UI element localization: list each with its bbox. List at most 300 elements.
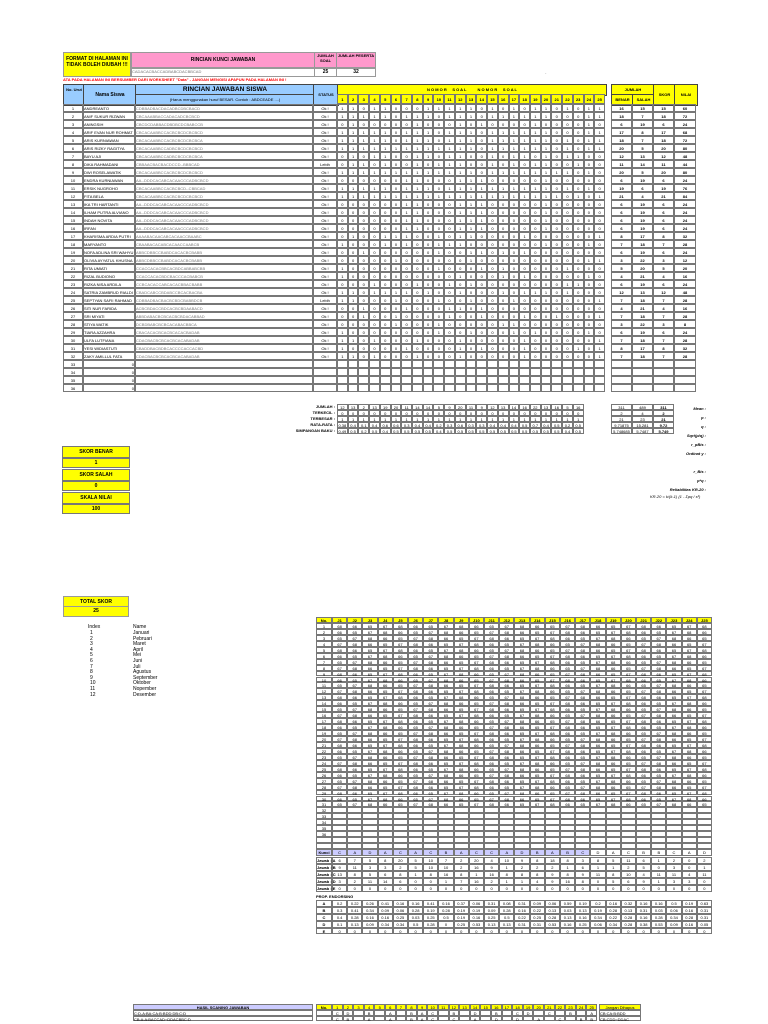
answer-score-cell: 0 — [498, 304, 509, 312]
grid-cell: 67 — [682, 766, 697, 772]
grid-header-cell: J25 — [697, 617, 712, 623]
answer-score-cell: 0 — [562, 224, 573, 232]
answer-score-cell: 1 — [358, 136, 369, 144]
grid-cell: 67 — [347, 801, 362, 807]
main-table-head — [63, 84, 696, 104]
answer-score-cell: 0 — [541, 328, 552, 336]
answer-score-cell: 0 — [358, 152, 369, 160]
scan-cell: B — [586, 1016, 597, 1022]
stat-benar-total: 9.71875 — [611, 422, 632, 428]
prop-row-label: E — [316, 928, 332, 935]
scan-cell: B — [343, 1016, 354, 1022]
grid-cell: 67 — [423, 724, 438, 730]
student-answers: CDBBADBACBACBCBDCBABBDCB — [135, 296, 313, 304]
grid-cell: 67 — [575, 760, 590, 766]
jumlah-cell: 18 — [545, 857, 560, 864]
grid-cell: 68 — [499, 629, 514, 635]
answer-score-cell: 1 — [476, 216, 487, 224]
stat-label: RATA-RATA : — [310, 422, 335, 427]
skor-value: 11 — [653, 160, 674, 168]
grid-cell: 68 — [590, 736, 605, 742]
answer-score-cell: 0 — [584, 344, 595, 352]
scan-number: 14 — [470, 1004, 481, 1010]
stat-cell: 0 — [573, 410, 584, 416]
answer-score-cell: 0 — [391, 128, 402, 136]
answer-score-cell: 1 — [337, 184, 348, 192]
benar-count: 7 — [611, 336, 632, 344]
student-status: Ok ! — [313, 336, 337, 344]
answer-score-cell: 1 — [337, 344, 348, 352]
grid-cell: 66 — [408, 694, 423, 700]
answer-score-cell — [573, 376, 584, 384]
grid-cell: 67 — [484, 677, 499, 683]
benar-count: 12 — [611, 152, 632, 160]
stat-cell: 22 — [530, 404, 541, 410]
salah-count — [632, 360, 653, 368]
answer-score-cell: 0 — [391, 160, 402, 168]
answer-score-cell: 0 — [380, 248, 391, 256]
answer-score-cell: 0 — [551, 288, 562, 296]
grid-cell: 66 — [393, 748, 408, 754]
jumlah-cell: 8 — [423, 871, 438, 878]
grid-cell: 65 — [454, 706, 469, 712]
grid-cell: 67 — [666, 653, 681, 659]
stat-cell: 0.4 — [380, 428, 391, 434]
answer-score-cell: 1 — [509, 112, 520, 120]
grid-cell: 65 — [530, 748, 545, 754]
answer-score-cell: 0 — [466, 240, 477, 248]
answer-score-cell — [509, 360, 520, 368]
grid-cell: 66 — [469, 647, 484, 653]
grid-cell: 67 — [438, 647, 453, 653]
grid-cell: 66 — [514, 629, 529, 635]
prop-cell: 0 — [438, 928, 453, 935]
answer-score-cell: 0 — [509, 312, 520, 320]
answer-score-cell: 1 — [498, 128, 509, 136]
stat-cell: 0.5 — [476, 428, 487, 434]
grid-cell: 68 — [697, 790, 712, 796]
jumlah-cell: 5 — [408, 857, 423, 864]
answer-score-cell: 0 — [444, 256, 455, 264]
answer-score-cell: 0 — [423, 280, 434, 288]
prop-cell: 0 — [438, 921, 453, 928]
answer-score-cell: 0 — [487, 288, 498, 296]
answer-score-cell: 1 — [369, 280, 380, 288]
grid-cell: 67 — [332, 760, 347, 766]
row-number: 29 — [63, 328, 83, 336]
grid-cell: 67 — [575, 665, 590, 671]
answer-score-cell: 1 — [444, 240, 455, 248]
answer-score-cell: 0 — [423, 312, 434, 320]
salah-count: 7 — [632, 112, 653, 120]
grid-cell: 67 — [651, 706, 666, 712]
answer-score-cell — [476, 384, 487, 392]
grid-cell: 68 — [621, 629, 636, 635]
grid-cell: 65 — [423, 766, 438, 772]
jumlah-cell: 2 — [621, 864, 636, 871]
answer-score-cell: 1 — [337, 336, 348, 344]
stat-cell: 0.5 — [573, 428, 584, 434]
jumlah-cell: 3 — [575, 857, 590, 864]
scan-cell — [459, 1016, 470, 1022]
answer-score-cell: 0 — [584, 216, 595, 224]
grid-cell: 68 — [666, 778, 681, 784]
grid-cell: 66 — [378, 635, 393, 641]
stat-cell: 1 — [412, 416, 423, 422]
prop-cell: 0.26 — [362, 900, 377, 907]
grid-cell: 68 — [545, 730, 560, 736]
grid-cell: 67 — [560, 671, 575, 677]
jumlah-cell: 9 — [575, 871, 590, 878]
answer-score-cell: 0 — [584, 176, 595, 184]
answer-score-cell: 1 — [562, 136, 573, 144]
student-status: Ok ! — [313, 176, 337, 184]
prop-cell: 0.31 — [514, 900, 529, 907]
answer-score-cell: 1 — [519, 352, 530, 360]
answer-score-cell: 1 — [348, 136, 359, 144]
answer-score-cell: 0 — [444, 200, 455, 208]
answer-score-cell — [594, 360, 605, 368]
answer-score-cell: 0 — [412, 104, 423, 112]
answer-score-cell: 1 — [444, 192, 455, 200]
answer-score-cell: 1 — [562, 184, 573, 192]
grid-cell: 67 — [423, 772, 438, 778]
answer-score-cell: 0 — [562, 352, 573, 360]
student-name: KHARISMA ARDIA PUTRI — [83, 232, 135, 240]
stat-cell: 0.5 — [551, 422, 562, 428]
grid-cell: 68 — [438, 677, 453, 683]
stat-cell: 0.3 — [444, 422, 455, 428]
jumlah-cell: 11 — [621, 857, 636, 864]
prop-cell: 0 — [651, 928, 666, 935]
grid-cell: 65 — [393, 778, 408, 784]
answer-score-cell — [487, 368, 498, 376]
stat-cell: 0.5 — [541, 428, 552, 434]
salah-count — [632, 384, 653, 392]
prop-cell: 0.28 — [682, 914, 697, 921]
row-number: 34 — [63, 368, 83, 376]
answer-score-cell: 0 — [519, 104, 530, 112]
answer-score-cell: 0 — [509, 224, 520, 232]
scan-number: 7 — [396, 1004, 407, 1010]
grid-cell: 68 — [514, 647, 529, 653]
answer-score-cell: 1 — [519, 248, 530, 256]
name-label: Name — [133, 624, 147, 630]
skor-box-value: 0 — [62, 481, 130, 491]
answer-score-cell: 1 — [584, 168, 595, 176]
grid-cell: 65 — [636, 801, 651, 807]
answer-score-cell: 0 — [423, 248, 434, 256]
month-name: Desember — [133, 691, 157, 698]
benar-count: 6 — [611, 176, 632, 184]
student-name: ARIS RIZKY RAGITYA — [83, 144, 135, 152]
benar-count: 6 — [611, 200, 632, 208]
grid-cell: 68 — [408, 760, 423, 766]
grid-cell: 66 — [575, 796, 590, 802]
grid-cell: 66 — [514, 724, 529, 730]
scan-cell: B — [576, 1016, 587, 1022]
grid-cell: 68 — [575, 623, 590, 629]
jumlah-cell: 2 — [514, 864, 529, 871]
grid-cell: 65 — [590, 772, 605, 778]
month-index: 5 — [90, 652, 93, 659]
stat-cell: 0 — [380, 410, 391, 416]
grid-cell: 67 — [530, 635, 545, 641]
answer-score-cell — [358, 368, 369, 376]
grid-cell: 68 — [499, 748, 514, 754]
grid-cell: 67 — [469, 754, 484, 760]
grid-cell: 66 — [393, 772, 408, 778]
grid-cell: 67 — [666, 796, 681, 802]
benar-count: 3 — [611, 320, 632, 328]
grid-cell: 68 — [545, 635, 560, 641]
answer-score-cell: 0 — [551, 128, 562, 136]
jumlah-cell: 8 — [530, 871, 545, 878]
jumlah-cell: 1 — [408, 871, 423, 878]
answer-score-cell: 1 — [369, 152, 380, 160]
grid-cell: 67 — [545, 796, 560, 802]
answer-score-cell: 1 — [584, 120, 595, 128]
question-number: 4 — [369, 94, 380, 104]
question-number: 5 — [380, 94, 391, 104]
grid-cell: 66 — [454, 653, 469, 659]
grid-cell: 65 — [378, 665, 393, 671]
stat-cell: 1 — [433, 416, 444, 422]
grid-cell: 66 — [606, 665, 621, 671]
jumlah-cell: 8 — [560, 857, 575, 864]
answer-score-cell — [519, 360, 530, 368]
grid-cell: 67 — [408, 659, 423, 665]
grid-cell: 66 — [636, 796, 651, 802]
grid-cell: 67 — [545, 629, 560, 635]
student-name: SEPTYAN SAFII RAHMAD — [83, 296, 135, 304]
prop-cell: 0.3 — [332, 907, 347, 914]
grid-cell: 67 — [347, 754, 362, 760]
grid-cell: 68 — [408, 784, 423, 790]
answer-score-cell: 0 — [487, 224, 498, 232]
answer-score-cell: 0 — [541, 232, 552, 240]
grid-cell: 68 — [575, 694, 590, 700]
prop-cell: 0.31 — [697, 914, 712, 921]
answer-score-cell — [498, 360, 509, 368]
answer-score-cell — [433, 384, 444, 392]
answer-score-cell: 0 — [401, 256, 412, 264]
answer-score-cell: 1 — [423, 288, 434, 296]
prop-cell: 0.19 — [423, 907, 438, 914]
grid-cell: 66 — [606, 688, 621, 694]
rincian-sub: (Harus menggunakan huruf BESAR. Contoh : ABDCEADE ....) — [135, 94, 315, 106]
jumlah-cell: 3 — [666, 864, 681, 871]
answer-score-cell: 0 — [391, 216, 402, 224]
answer-score-cell — [530, 384, 541, 392]
scan-number: 11 — [438, 1004, 449, 1010]
student-status: Ok ! — [313, 320, 337, 328]
answer-score-cell: 0 — [423, 256, 434, 264]
answer-score-cell: 0 — [594, 216, 605, 224]
grid-cell: 66 — [484, 665, 499, 671]
grid-cell: 67 — [499, 718, 514, 724]
answer-score-cell: 0 — [551, 248, 562, 256]
answer-score-cell: 0 — [584, 208, 595, 216]
answer-score-cell: 1 — [337, 104, 348, 112]
grid-cell: 67 — [408, 730, 423, 736]
row-number: 1 — [63, 104, 83, 112]
grid-cell: 67 — [438, 790, 453, 796]
answer-score-cell: 0 — [487, 320, 498, 328]
answer-score-cell: 0 — [498, 152, 509, 160]
grid-cell: 67 — [499, 647, 514, 653]
scan-cell: C — [427, 1010, 438, 1016]
grid-cell: 65 — [393, 801, 408, 807]
grid-cell: 67 — [590, 635, 605, 641]
jumlah-cell: 0 — [378, 885, 393, 892]
answer-score-cell: 1 — [541, 224, 552, 232]
prop-cell: 0.25 — [484, 914, 499, 921]
student-answers: AA--DDDCACABCACAACCCADBCBCD — [135, 200, 313, 208]
answer-score-cell: 1 — [509, 128, 520, 136]
prop-cell: 0.25 — [423, 914, 438, 921]
prop-cell: 0.16 — [560, 921, 575, 928]
scan-number: 16 — [491, 1004, 502, 1010]
answer-score-cell: 1 — [444, 160, 455, 168]
grid-cell: 68 — [484, 801, 499, 807]
jumlah-cell: 9 — [514, 857, 529, 864]
grid-cell: 68 — [408, 712, 423, 718]
grid-cell: 68 — [530, 712, 545, 718]
grid-cell: 66 — [514, 653, 529, 659]
grid-cell: 66 — [438, 778, 453, 784]
answer-score-cell: 1 — [530, 128, 541, 136]
jumlah-cell: 16 — [484, 871, 499, 878]
grid-cell: 65 — [332, 635, 347, 641]
grid-cell: 67 — [378, 694, 393, 700]
salah-count — [632, 368, 653, 376]
grid-cell: 65 — [484, 694, 499, 700]
answer-score-cell: 1 — [391, 288, 402, 296]
answer-score-cell: 1 — [348, 168, 359, 176]
answer-score-cell: 1 — [401, 168, 412, 176]
jumlah-cell: 6 — [575, 864, 590, 871]
grid-cell: 65 — [651, 772, 666, 778]
kunci-cell: C — [575, 849, 590, 856]
answer-score-cell: 1 — [401, 232, 412, 240]
benar-count: 6 — [611, 216, 632, 224]
grid-cell: 65 — [621, 712, 636, 718]
row-number: 31 — [63, 344, 83, 352]
nilai-value: 76 — [674, 184, 696, 192]
grid-cell: 66 — [621, 659, 636, 665]
grid-cell: 67 — [438, 766, 453, 772]
student-status: Ok ! — [313, 256, 337, 264]
grid-cell: 66 — [621, 730, 636, 736]
grid-cell: 68 — [575, 718, 590, 724]
answer-score-cell: 0 — [433, 336, 444, 344]
answer-score-cell: 1 — [412, 192, 423, 200]
grid-cell: 65 — [393, 730, 408, 736]
prop-cell: 0.28 — [423, 921, 438, 928]
grid-cell: 65 — [560, 760, 575, 766]
answer-score-cell: 1 — [594, 232, 605, 240]
jumlah-cell: 7 — [347, 857, 362, 864]
scan-cell — [374, 1016, 385, 1022]
grid-cell: 65 — [347, 700, 362, 706]
answer-score-cell: 0 — [476, 256, 487, 264]
grid-cell: 67 — [378, 647, 393, 653]
stat-benar-total: 2 — [611, 410, 632, 416]
grid-cell: 68 — [666, 730, 681, 736]
grid-cell: 65 — [590, 677, 605, 683]
student-name: DWI ROSELAWATIK — [83, 168, 135, 176]
prop-cell: 0 — [514, 928, 529, 935]
grid-cell: 67 — [499, 742, 514, 748]
nilai-value: 28 — [674, 240, 696, 248]
stat-skor-total: 5.749 — [653, 428, 674, 434]
answer-score-cell: 1 — [455, 120, 466, 128]
scan-number: 23 — [565, 1004, 576, 1010]
salah-count: 21 — [632, 304, 653, 312]
stat-skor-total: 9.72 — [653, 422, 674, 428]
grid-cell: 68 — [393, 647, 408, 653]
stat-cell: 1 — [369, 416, 380, 422]
answer-score-cell: 0 — [380, 352, 391, 360]
answer-score-cell: 1 — [455, 192, 466, 200]
student-answers: CDACBACBCBCACBCACABADAB — [135, 352, 313, 360]
grid-row-number: 26 — [316, 772, 332, 778]
grid-cell: 67 — [530, 730, 545, 736]
grid-cell: 66 — [438, 801, 453, 807]
grid-cell: 67 — [590, 778, 605, 784]
jumlah-cell: 0 — [621, 885, 636, 892]
benar-count: 6 — [611, 224, 632, 232]
grid-cell: 68 — [697, 671, 712, 677]
jumlah-cell: 5 — [606, 878, 621, 885]
jumlah-cell: 0 — [393, 885, 408, 892]
salah-count: 18 — [632, 240, 653, 248]
grid-header-cell: J24 — [682, 617, 697, 623]
grid-cell: 67 — [423, 629, 438, 635]
grid-cell: 68 — [651, 641, 666, 647]
skor-value: 12 — [653, 152, 674, 160]
benar-count: 6 — [611, 208, 632, 216]
prop-cell: 0.09 — [666, 921, 681, 928]
stat-name-label: Mean : — [693, 406, 706, 411]
salah-count: 8 — [632, 128, 653, 136]
answer-score-cell: 1 — [455, 304, 466, 312]
grid-cell: 68 — [423, 706, 438, 712]
grid-cell: 65 — [514, 682, 529, 688]
answer-score-cell: 0 — [530, 248, 541, 256]
answer-score-cell: 0 — [573, 304, 584, 312]
grid-cell: 65 — [575, 778, 590, 784]
answer-score-cell: 0 — [551, 104, 562, 112]
kunci-cell: B — [530, 849, 545, 856]
grid-cell: 68 — [332, 790, 347, 796]
student-name: YESI WIDIASTUTI — [83, 344, 135, 352]
answer-score-cell: 1 — [584, 128, 595, 136]
jumlah-cell: 16 — [560, 878, 575, 885]
grid-cell: 65 — [636, 682, 651, 688]
prop-row-label: B — [316, 907, 332, 914]
nilai-value: 24 — [674, 200, 696, 208]
answer-score-cell: 0 — [391, 208, 402, 216]
prop-cell: 0.4 — [332, 914, 347, 921]
stat-cell: 11 — [466, 404, 477, 410]
answer-score-cell: 0 — [358, 264, 369, 272]
grid-cell: 68 — [484, 730, 499, 736]
answer-score-cell: 0 — [594, 200, 605, 208]
answer-score-cell: 0 — [487, 352, 498, 360]
grid-cell: 66 — [408, 671, 423, 677]
